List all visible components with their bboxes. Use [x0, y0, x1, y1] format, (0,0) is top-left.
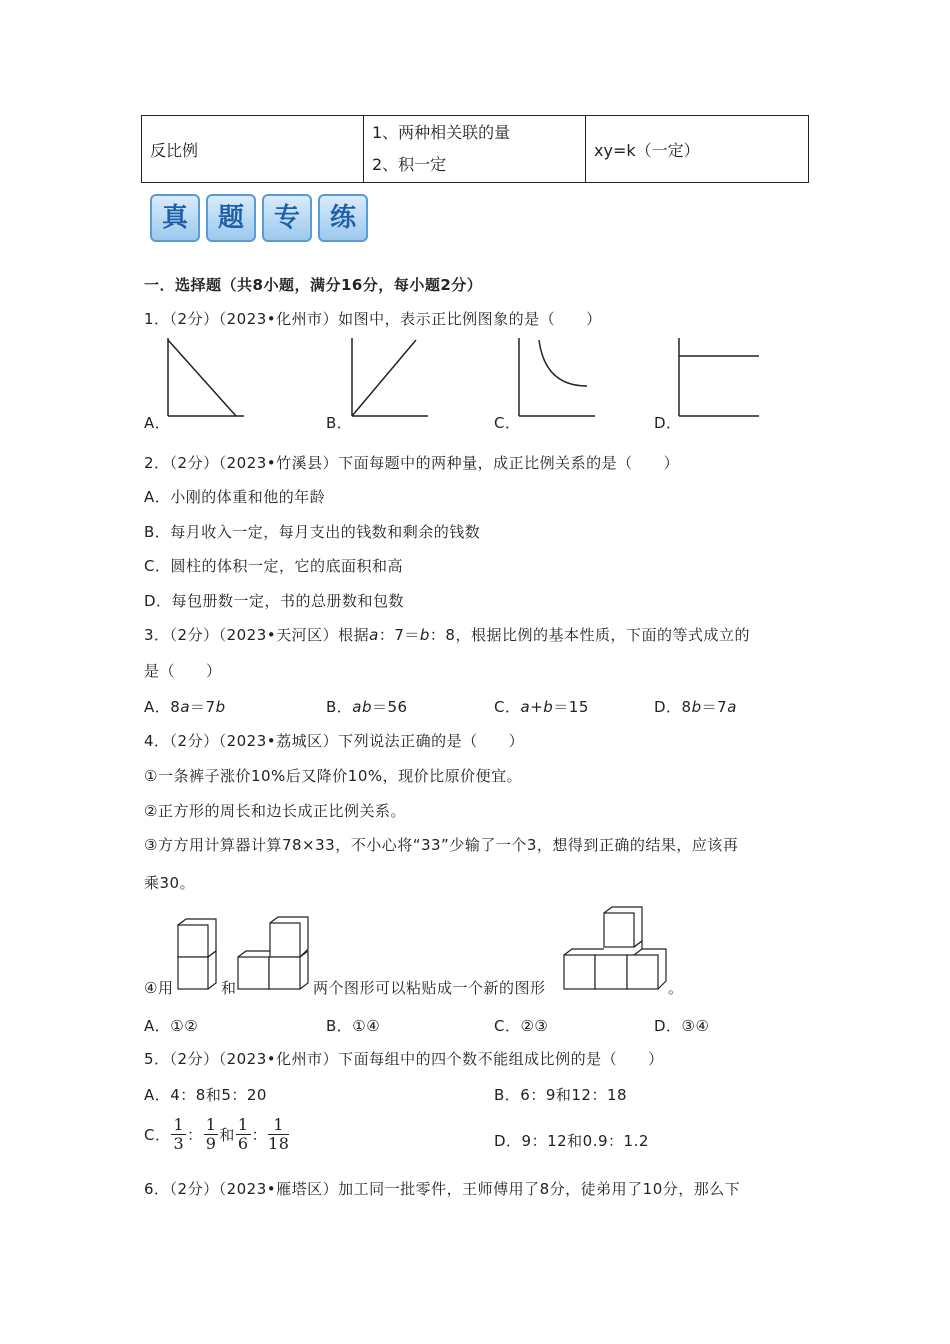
var: b: [543, 698, 554, 716]
q1-option-a: A．: [144, 414, 171, 432]
colon: ：: [251, 1126, 268, 1144]
graph-a-decreasing-line: [166, 336, 246, 420]
opt-part: +: [530, 698, 544, 716]
table-cell-name: 反比例: [142, 116, 364, 183]
q5-option-a: A．4：8和5：20: [144, 1086, 267, 1104]
q4-statement-3-cont: 乘30。: [144, 874, 196, 892]
opt-part: D．8: [654, 698, 692, 716]
opt-part: ＝56: [372, 698, 408, 716]
var: a: [727, 698, 737, 716]
fraction: [236, 1116, 251, 1153]
q2-option-a: A．小刚的体重和他的年龄: [144, 488, 326, 506]
numerator: 1: [268, 1116, 289, 1135]
q2-option-b: B．每月收入一定，每月支出的钱数和剩余的钱数: [144, 523, 481, 541]
q4-s4-end: 。: [668, 979, 684, 997]
badge-char-3: 专: [262, 194, 312, 242]
q4-option-a: A．①②: [144, 1017, 199, 1035]
numerator: 1: [205, 1115, 217, 1134]
q6-stem: 6．（2分）（2023•雁塔区）加工同一批零件，王师傅用了8分，徒弟用了10分，那么下: [144, 1180, 741, 1198]
q2-stem: 2．（2分）（2023•竹溪县）下面每题中的两种量，成正比例关系的是（ ）: [144, 454, 680, 472]
q3-stem-part: 3．（2分）（2023•天河区）根据: [144, 626, 370, 644]
var: ab: [352, 698, 373, 716]
graph-d-horizontal-line: [677, 336, 761, 420]
q1-stem: 1．（2分）（2023•化州市）如图中，表示正比例图象的是（ ）: [144, 310, 602, 328]
q5-option-b: B．6：9和12：18: [494, 1086, 628, 1104]
denominator: 18: [268, 1134, 290, 1153]
q3-option-d: [654, 696, 737, 717]
var: b: [691, 698, 702, 716]
table-cell-formula: xy=k（一定）: [586, 116, 809, 183]
graph-b-proportional-line: [350, 336, 430, 420]
opt-part: ＝15: [553, 698, 589, 716]
q1-option-d: D．: [654, 414, 682, 432]
section-title: 一．选择题（共8小题，满分16分，每小题2分）: [144, 276, 483, 294]
denominator: 9: [205, 1134, 217, 1153]
var-a: a: [369, 626, 379, 644]
q3-option-b: [326, 696, 408, 717]
opt-label: C．: [144, 1126, 171, 1144]
q4-stem: 4．（2分）（2023•荔城区）下列说法正确的是（ ）: [144, 732, 525, 750]
q4-s4-and: 和: [221, 979, 237, 997]
colon: ：: [187, 1126, 203, 1144]
badge-char-2: 题: [206, 194, 256, 242]
cube-figure-1: [176, 917, 218, 991]
fraction: [204, 1116, 219, 1153]
cube-figure-2: [236, 913, 312, 991]
opt-part: ＝7: [701, 698, 728, 716]
table-row: [142, 116, 809, 183]
q5-option-d: D．9：12和0.9：1.2: [494, 1132, 649, 1150]
denominator: 3: [173, 1134, 185, 1153]
q4-s4-prefix: ④用: [144, 979, 174, 997]
q3-stem-part: ：8，根据比例的基本性质，下面的等式成立的: [429, 626, 750, 644]
q4-statement-1: ①一条裤子涨价10%后又降价10%，现价比原价便宜。: [144, 767, 523, 785]
var: b: [215, 698, 226, 716]
var: a: [180, 698, 191, 716]
opt-part: C．: [494, 698, 521, 716]
q2-option-d: D．每包册数一定，书的总册数和包数: [144, 592, 405, 610]
opt-part: A．8: [144, 698, 181, 716]
summary-table: [141, 115, 809, 183]
denominator: 6: [237, 1134, 249, 1153]
fraction: [171, 1116, 186, 1153]
graph-c-hyperbola: [517, 336, 597, 420]
q3-option-c: [494, 696, 589, 717]
numerator: 1: [173, 1115, 185, 1134]
badge-char-4: 练: [318, 194, 368, 242]
q2-option-c: C．圆柱的体积一定，它的底面积和高: [144, 557, 403, 575]
badge-char-1: 真: [150, 194, 200, 242]
q1-option-c: C．: [494, 414, 521, 432]
q5-option-c: [144, 1116, 290, 1153]
table-cell-features: [364, 116, 586, 183]
var: a: [520, 698, 531, 716]
q3-stem-cont: 是（ ）: [144, 662, 222, 680]
q1-option-b: B．: [326, 414, 353, 432]
q4-statement-3: ③方方用计算器计算78×33，不小心将“33”少输了一个3，想得到正确的结果，应该再: [144, 836, 739, 854]
q3-option-a: [144, 696, 226, 717]
q4-s4-middle: 两个图形可以粘贴成一个新的图形: [313, 979, 546, 997]
q5-stem: 5．（2分）（2023•化州市）下面每组中的四个数不能组成比例的是（ ）: [144, 1050, 664, 1068]
q4-statement-2: ②正方形的周长和边长成正比例关系。: [144, 802, 406, 820]
q4-option-b: B．①④: [326, 1017, 381, 1035]
q3-stem: [144, 624, 750, 645]
opt-part: ＝7: [190, 698, 216, 716]
q4-option-c: C．②③: [494, 1017, 549, 1035]
numerator: 1: [237, 1115, 249, 1134]
feature-line-1: 1、两种相关联的量: [372, 123, 511, 142]
q3-stem-part: ：7＝: [378, 626, 420, 644]
and-word: 和: [219, 1126, 235, 1144]
fraction: [268, 1116, 289, 1153]
cube-figure-combined: [562, 905, 668, 991]
feature-line-2: 2、积一定: [372, 155, 447, 174]
opt-part: B．: [326, 698, 353, 716]
q4-option-d: D．③④: [654, 1017, 710, 1035]
var-b: b: [419, 626, 430, 644]
